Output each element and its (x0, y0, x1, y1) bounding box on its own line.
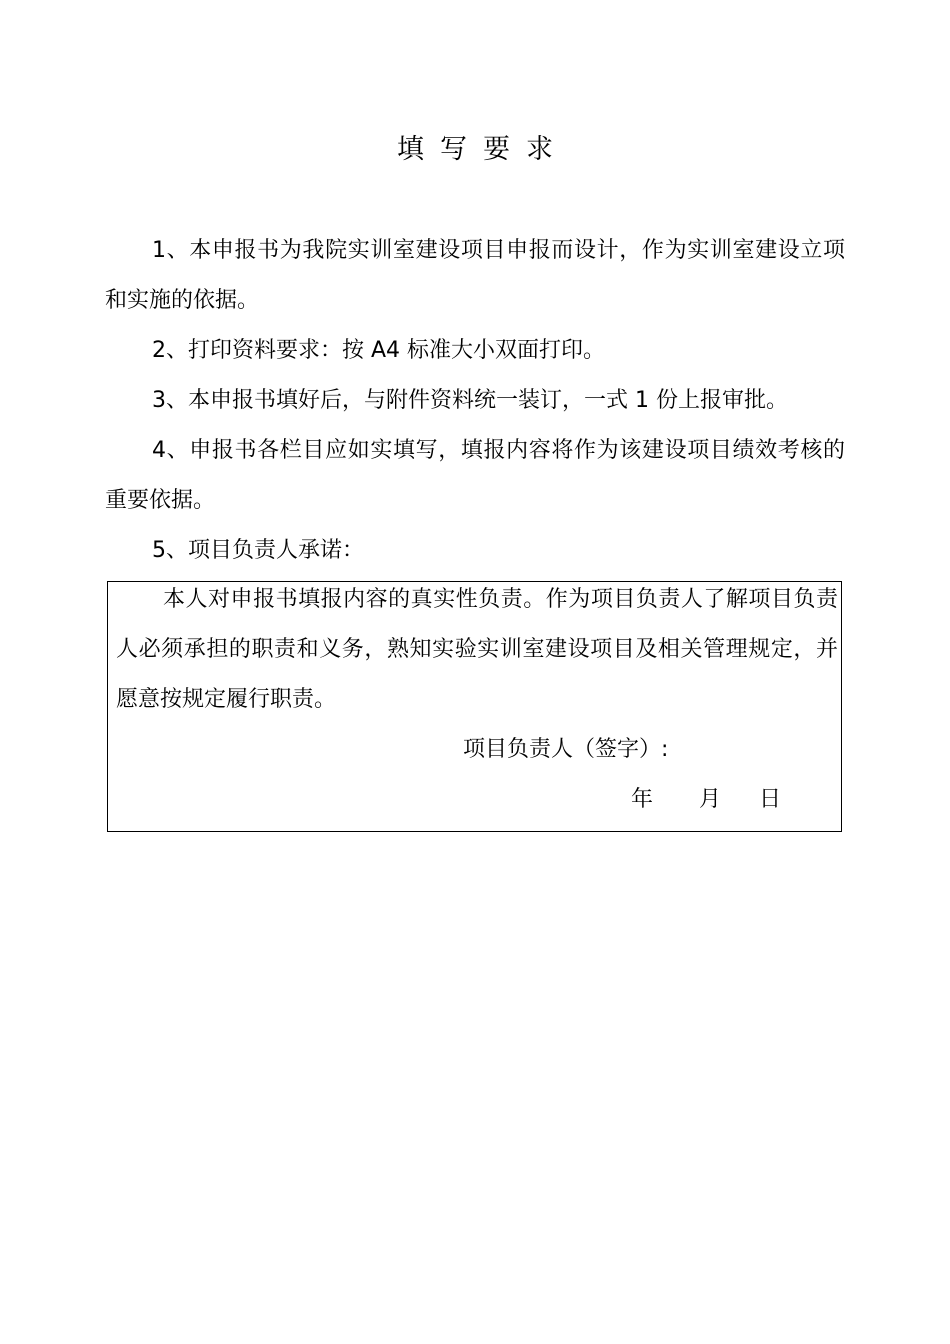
requirement-item-2: 2、打印资料要求：按 A4 标准大小双面打印。 (152, 338, 606, 363)
requirement-item-3: 3、本申报书填好后，与附件资料统一装订，一式 1 份上报审批。 (152, 388, 788, 413)
date-month: 月 (699, 787, 722, 812)
commitment-text: 本人对申报书填报内容的真实性负责。作为项目负责人了解项目负责人必须承担的职责和义务，熟知实验实训室建设项目及相关管理规定，并愿意按规定履行职责。 (116, 587, 838, 712)
requirements-list (105, 226, 845, 576)
requirement-item-1: 1、本申报书为我院实训室建设项目申报而设计，作为实训室建设立项和实施的依据。 (105, 238, 845, 313)
requirement-item-5: 5、项目负责人承诺： (152, 538, 364, 563)
requirement-item-4: 4、申报书各栏目应如实填写，填报内容将作为该建设项目绩效考核的重要依据。 (105, 438, 845, 513)
date-line (631, 775, 781, 825)
date-day: 日 (759, 787, 782, 812)
date-year: 年 (631, 787, 654, 812)
signature-label: 项目负责人（签字）: (463, 737, 669, 762)
page-title: 填写要求 (397, 134, 569, 165)
commitment-box (107, 581, 842, 832)
